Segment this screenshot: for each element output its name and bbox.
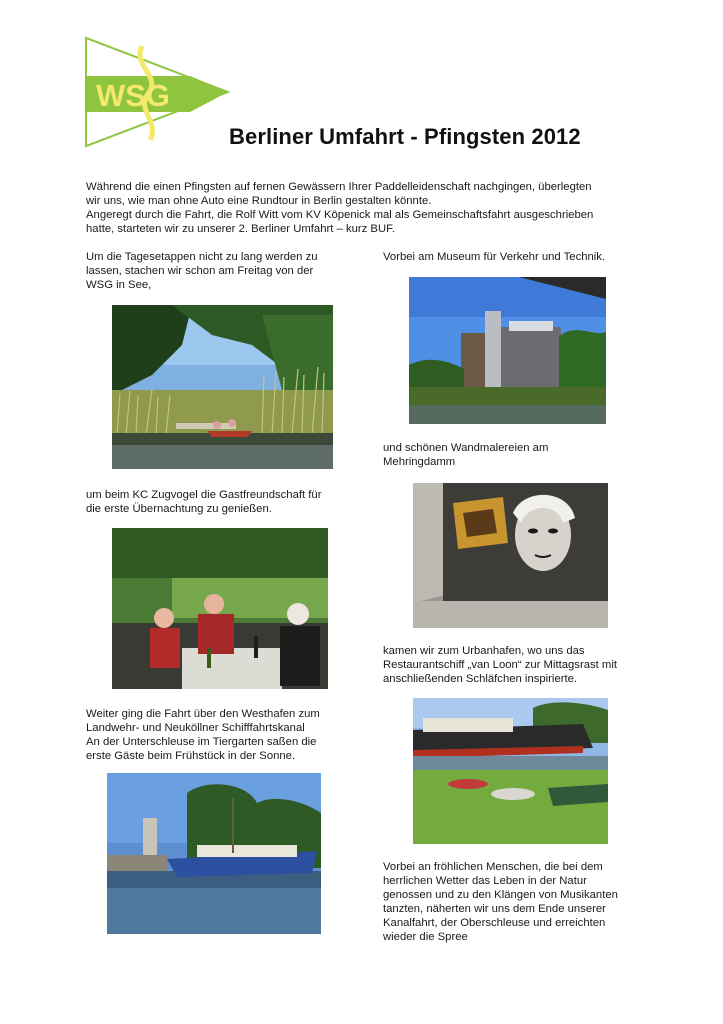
photo-canal-boat — [107, 773, 321, 934]
text-line: und schönen Wandmalereien am — [383, 442, 549, 454]
left-paragraph-3 — [86, 707, 376, 763]
right-paragraph-2 — [383, 441, 673, 469]
photo-museum — [409, 277, 606, 424]
photo-people-table — [112, 528, 328, 689]
text-line: Landwehr- und Neuköllner Schifffahrtskanal — [86, 722, 305, 734]
photo-restaurant-ship — [413, 698, 608, 844]
text-line: wieder die Spree — [383, 931, 468, 943]
text-line: herrlichen Wetter das Leben in der Natur — [383, 875, 587, 887]
text-line: Restaurantschiff „van Loon“ zur Mittagsrast mit — [383, 659, 617, 671]
intro-line: Angeregt durch die Fahrt, die Rolf Witt vom KV Köpenick mal als Gemeinschaftsfahrt ausgeschrieben — [86, 209, 594, 221]
intro-line: Während die einen Pfingsten auf fernen Gewässern Ihrer Paddelleidenschaft nachgingen, überlegten — [86, 181, 592, 193]
text-line: lassen, stachen wir schon am Freitag von der — [86, 265, 314, 277]
left-paragraph-2 — [86, 488, 376, 516]
left-paragraph-1 — [86, 250, 366, 292]
text-line: An der Unterschleuse im Tiergarten saßen die — [86, 736, 317, 748]
text-line: genossen und zu den Klängen von Musikanten — [383, 889, 618, 901]
right-paragraph-3 — [383, 644, 683, 686]
text-line: Vorbei am Museum für Verkehr und Technik. — [383, 251, 606, 263]
wsg-logo — [84, 36, 230, 148]
text-line: Kanalfahrt, der Oberschleuse und erreichten — [383, 917, 606, 929]
text-line: Mehringdamm — [383, 456, 456, 468]
page-title: Berliner Umfahrt - Pfingsten 2012 — [229, 124, 581, 149]
text-line: die erste Übernachtung zu genießen. — [86, 503, 272, 515]
intro-paragraph — [86, 180, 646, 236]
intro-line: wir uns, wie man ohne Auto eine Rundtour in Berlin gestalten könnte. — [86, 195, 432, 207]
text-line: Vorbei an fröhlichen Menschen, die bei dem — [383, 861, 603, 873]
text-line: um beim KC Zugvogel die Gastfreundschaft für — [86, 489, 322, 501]
logo-text: WSG — [96, 78, 171, 113]
right-paragraph-1 — [383, 250, 673, 264]
right-paragraph-4 — [383, 860, 683, 944]
text-line: Weiter ging die Fahrt über den Westhafen zum — [86, 708, 320, 720]
text-line: Um die Tagesetappen nicht zu lang werden zu — [86, 251, 318, 263]
text-line: erste Gäste beim Frühstück in der Sonne. — [86, 750, 296, 762]
text-line: kamen wir zum Urbanhafen, wo uns das — [383, 645, 585, 657]
intro-line: hatte, starteten wir zu unserer 2. Berliner Umfahrt – kurz BUF. — [86, 223, 395, 235]
text-line: tanzten, näherten wir uns dem Ende unserer — [383, 903, 606, 915]
text-line: WSG in See, — [86, 279, 152, 291]
photo-graffiti — [413, 483, 608, 628]
text-line: anschließenden Schläfchen inspirierte. — [383, 673, 578, 685]
photo-canoe-reeds — [112, 305, 333, 469]
